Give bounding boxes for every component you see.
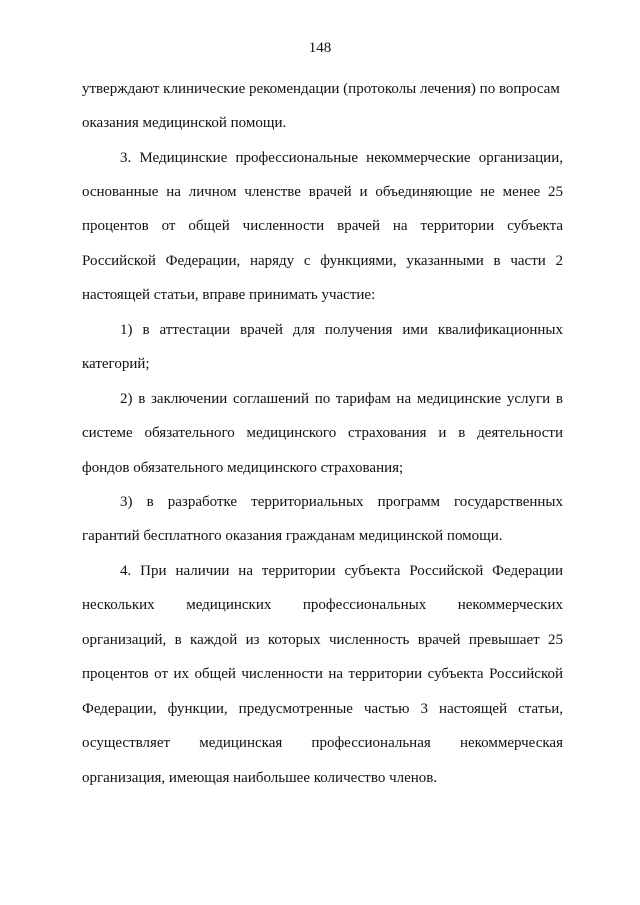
text-line: утверждают клинические рекомендации (протоколы лечения) по вопросам <box>82 81 560 97</box>
text-line: основанные на личном членстве врачей и объединяющие не менее 25 <box>82 184 563 200</box>
text-line: Российской Федерации, наряду с функциями, указанными в части 2 <box>82 253 563 269</box>
text-line: системе обязательного медицинского страхования и в деятельности <box>82 425 563 441</box>
text-line: 3) в разработке территориальных программ государственных <box>120 494 563 510</box>
page-number: 148 <box>308 40 332 56</box>
text-line: 3. Медицинские профессиональные некоммерческие организации, <box>120 150 563 166</box>
text-line: категорий; <box>82 356 150 372</box>
text-line: фондов обязательного медицинского страхования; <box>82 460 404 476</box>
text-line: процентов от их общей численности на территории субъекта Российской <box>82 666 563 682</box>
text-line: организаций, в каждой из которых численность врачей превышает 25 <box>82 632 563 648</box>
text-line: оказания медицинской помощи. <box>82 115 287 131</box>
text-line: 2) в заключении соглашений по тарифам на медицинские услуги в <box>120 391 563 407</box>
text-line: нескольких медицинских профессиональных некоммерческих <box>82 597 563 613</box>
text-line: 1) в аттестации врачей для получения ими квалификационных <box>120 322 563 338</box>
text-line: гарантий бесплатного оказания гражданам медицинской помощи. <box>82 528 503 544</box>
text-line: осуществляет медицинская профессиональная некоммерческая <box>82 735 563 751</box>
text-line: Федерации, функции, предусмотренные частью 3 настоящей статьи, <box>82 701 563 717</box>
text-line: процентов от общей численности врачей на территории субъекта <box>82 218 563 234</box>
text-line: настоящей статьи, вправе принимать участие: <box>82 287 376 303</box>
text-line: 4. При наличии на территории субъекта Российской Федерации <box>120 563 563 579</box>
text-line: организация, имеющая наибольшее количество членов. <box>82 770 438 786</box>
